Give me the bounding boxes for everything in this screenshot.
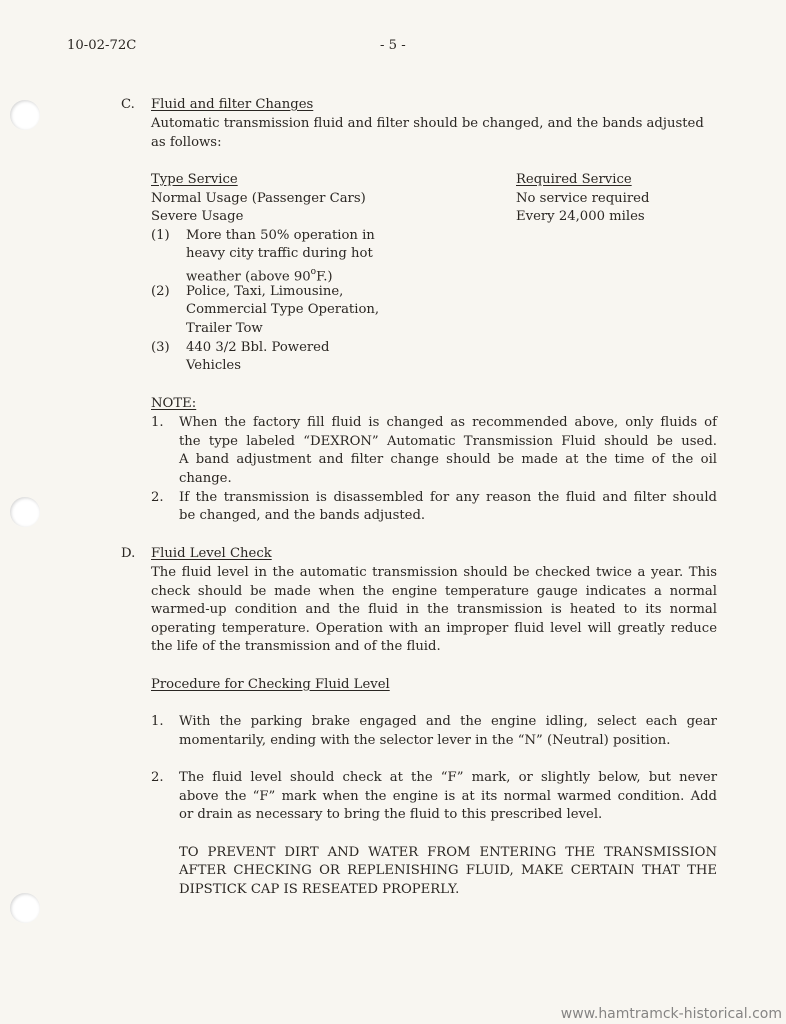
warning-line: TO PREVENT DIRT AND WATER FROM ENTERING THE TRANSMISSION <box>179 845 717 860</box>
binder-hole <box>10 497 40 527</box>
procedure-step-line: momentarily, ending with the selector lever in the “N” (Neutral) position. <box>179 733 671 748</box>
note-item-line: When the factory fill fluid is changed as recommended above, only fluids of <box>179 415 717 430</box>
procedure-title: Procedure for Checking Fluid Level <box>151 677 390 692</box>
severe-item-line: More than 50% operation in <box>186 228 375 243</box>
section-d-body-line: check should be made when the engine temperature gauge indicates a normal <box>151 584 717 599</box>
document-code: 10-02-72C <box>67 38 137 53</box>
note-item-line: be changed, and the bands adjusted. <box>179 508 426 523</box>
procedure-step-number: 2. <box>151 770 164 785</box>
severe-usage-required: Every 24,000 miles <box>516 209 645 224</box>
website-watermark: www.hamtramck-historical.com <box>560 1006 782 1022</box>
procedure-step-line: With the parking brake engaged and the engine idling, select each gear <box>179 714 717 729</box>
section-d-letter: D. <box>121 546 136 561</box>
page-number: - 5 - <box>380 38 406 53</box>
normal-usage-label: Normal Usage (Passenger Cars) <box>151 191 366 206</box>
section-d-body-line: operating temperature. Operation with an improper fluid level will greatly reduce <box>151 621 717 636</box>
warning-line: DIPSTICK CAP IS RESEATED PROPERLY. <box>179 882 460 897</box>
note-item-line: A band adjustment and filter change should be made at the time of the oil <box>179 452 717 467</box>
severe-item-line: weather (above 90$^o$F.) <box>186 267 333 285</box>
section-d-body-line: warmed-up condition and the fluid in the transmission is heated to its normal <box>151 602 717 617</box>
note-item-number: 2. <box>151 490 164 505</box>
severe-item-line: Trailer Tow <box>186 321 263 336</box>
section-c-title: Fluid and filter Changes <box>151 97 314 112</box>
severe-item-number: (3) <box>151 340 170 355</box>
binder-hole <box>10 100 40 130</box>
section-d-body-line: The fluid level in the automatic transmission should be checked twice a year. This <box>151 565 717 580</box>
procedure-step-line: or drain as necessary to bring the fluid to this prescribed level. <box>179 807 603 822</box>
note-item-number: 1. <box>151 415 164 430</box>
warning-line: AFTER CHECKING OR REPLENISHING FLUID, MAKE CERTAIN THAT THE <box>179 863 717 878</box>
note-item-line: If the transmission is disassembled for any reason the fluid and filter should <box>179 490 717 505</box>
severe-item-line: Commercial Type Operation, <box>186 302 380 317</box>
severe-item-line: heavy city traffic during hot <box>186 246 373 261</box>
severe-item-line: 440 3/2 Bbl. Powered <box>186 340 330 355</box>
section-d-body-line: the life of the transmission and of the fluid. <box>151 639 441 654</box>
binder-hole <box>10 893 40 923</box>
type-service-header: Type Service <box>151 172 238 187</box>
section-d-title: Fluid Level Check <box>151 546 272 561</box>
severe-item-line: Police, Taxi, Limousine, <box>186 284 344 299</box>
note-item-line: the type labeled “DEXRON” Automatic Transmission Fluid should be used. <box>179 434 717 449</box>
required-service-header: Required Service <box>516 172 632 187</box>
procedure-step-line: The fluid level should check at the “F” mark, or slightly below, but never <box>179 770 717 785</box>
normal-usage-required: No service required <box>516 191 650 206</box>
section-c-intro-line: as follows: <box>151 135 222 150</box>
severe-item-line: Vehicles <box>186 358 242 373</box>
note-title: NOTE: <box>151 396 197 411</box>
severe-item-number: (2) <box>151 284 170 299</box>
section-c-intro-line: Automatic transmission fluid and filter should be changed, and the bands adjusted <box>151 116 704 131</box>
severe-usage-label: Severe Usage <box>151 209 244 224</box>
note-item-line: change. <box>179 471 232 486</box>
section-c-letter: C. <box>121 97 135 112</box>
severe-item-number: (1) <box>151 228 170 243</box>
procedure-step-line: above the “F” mark when the engine is at its normal warmed condition. Add <box>179 789 717 804</box>
procedure-step-number: 1. <box>151 714 164 729</box>
